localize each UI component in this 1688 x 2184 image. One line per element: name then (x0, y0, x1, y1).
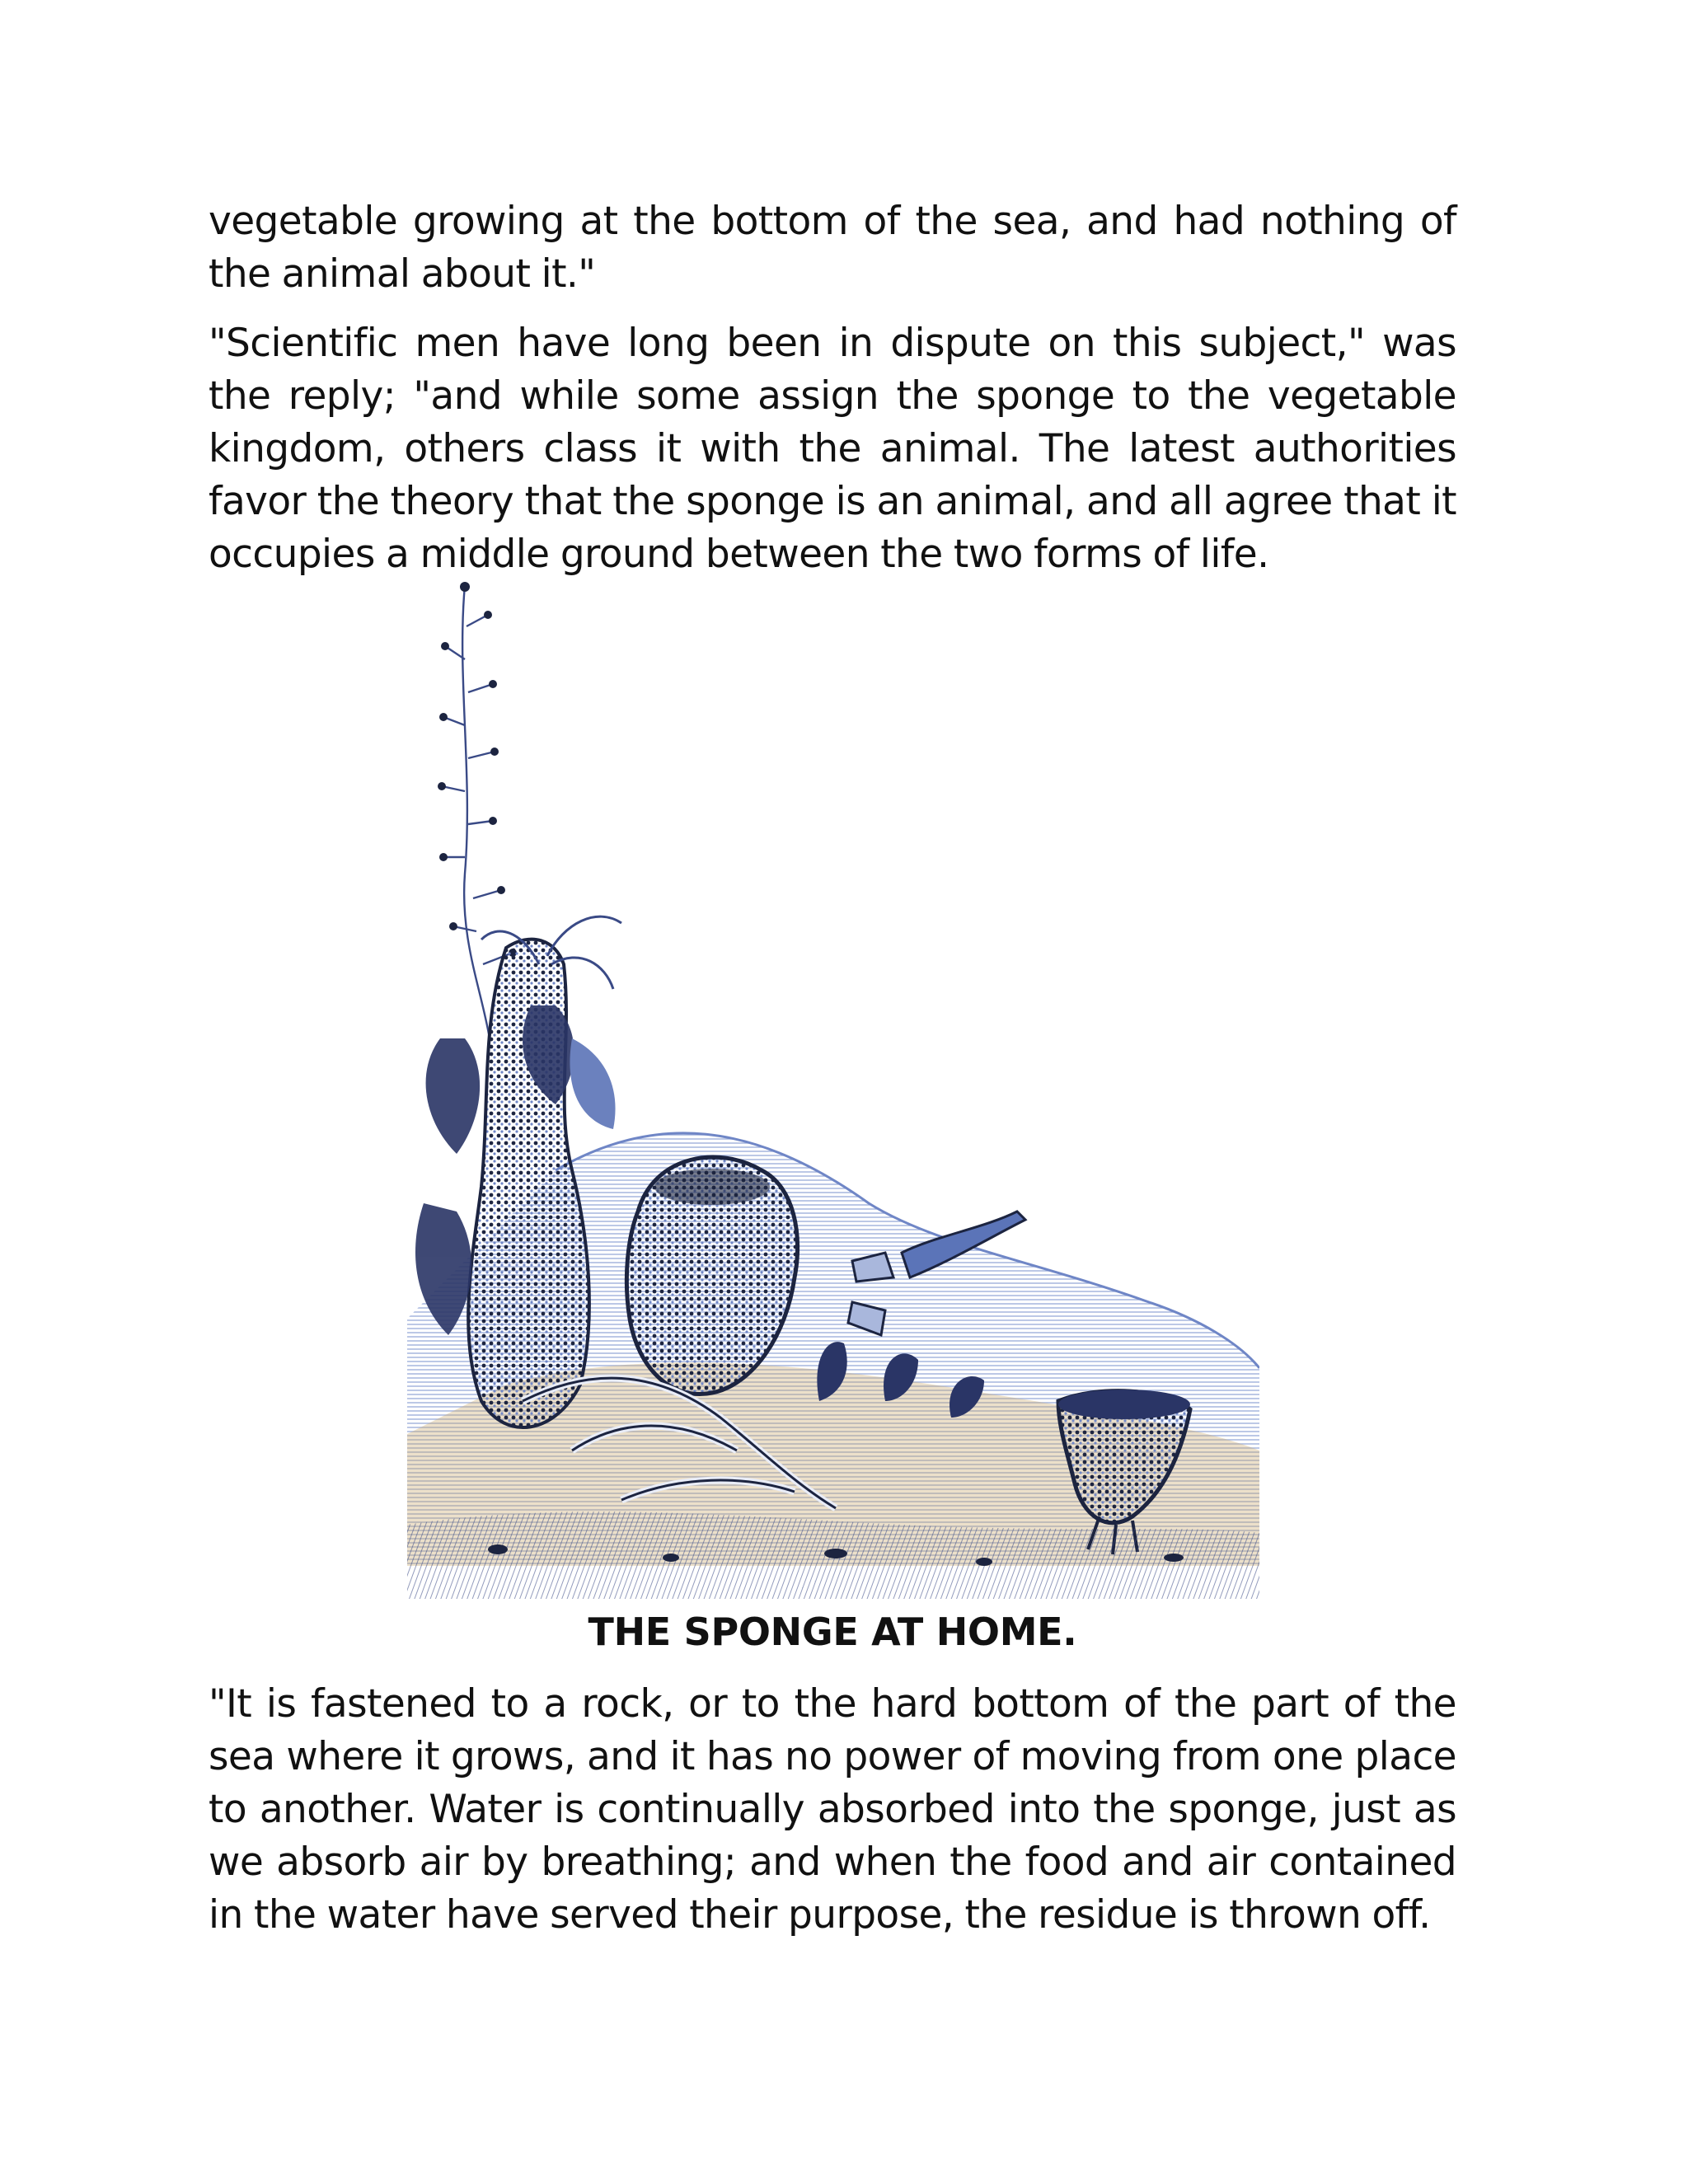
sponge-illustration (407, 577, 1259, 1599)
paragraph-1: vegetable growing at the bottom of the sea, and had nothing of the animal about it." (209, 199, 1456, 297)
figure-caption: THE SPONGE AT HOME. (588, 1610, 1077, 1654)
paragraph-2: "Scientific men have long been in dispute on this subject," was the reply; "and while some assign the sponge to the vegetable kingdom, others class it with the animal. The latest authorities favor the theory that the sponge is an animal, and all agree that it occupies a middle ground between the two forms of life. (209, 321, 1456, 577)
paragraph-3: "It is fastened to a rock, or to the hard bottom of the part of the sea where it grows, and it has no power of moving from one place to another. Water is continually absorbed into the sponge, just as we absorb air by breathing; and when the food and air contained in the water have served their purpose, the residue is thrown off. (209, 1681, 1456, 1938)
